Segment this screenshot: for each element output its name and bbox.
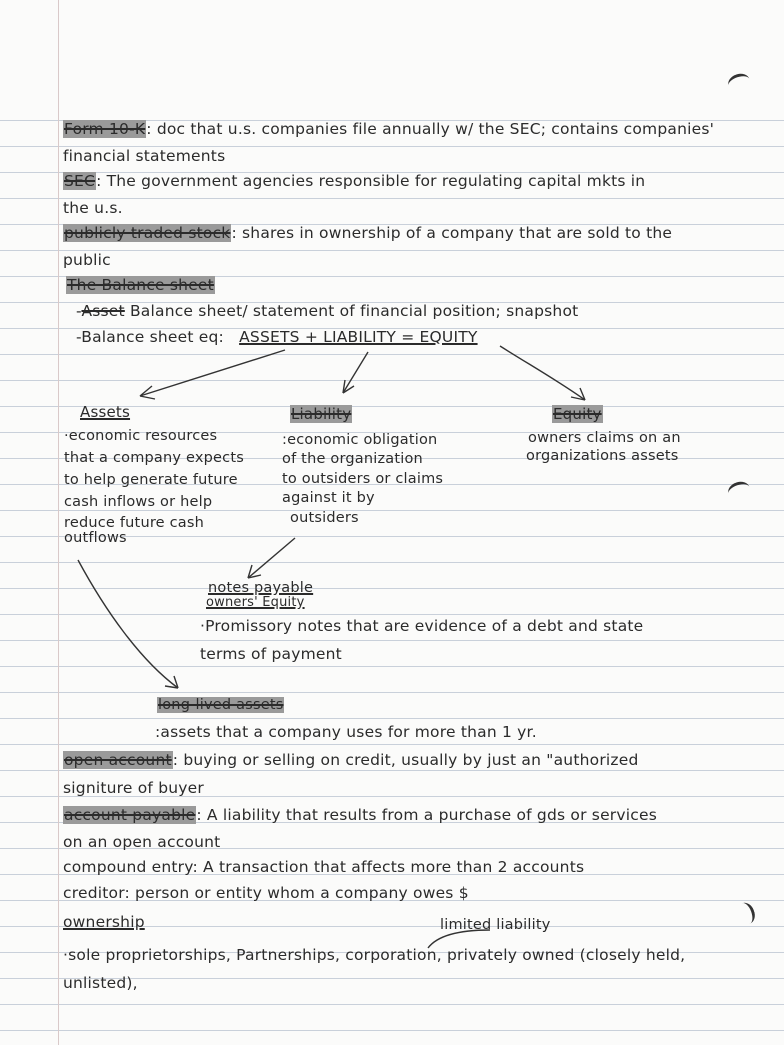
assets-line: reduce future cash [64,515,205,531]
note-line: on an open account [63,833,221,851]
assets-title-text: Assets [80,403,131,421]
equation: ASSETS + LIABILITY = EQUITY [239,328,478,346]
definition-form10k: : doc that u.s. companies file annually w/ the SEC; contains companies' [146,120,715,138]
note-line-compound-entry: compound entry: A transaction that affects more than 2 accounts [63,858,585,876]
note-line: the u.s. [63,199,123,217]
note-line: signiture of buyer [63,779,204,797]
arrow-notes-payable [248,538,295,578]
owners-equity-text: owners' Equity [206,595,305,610]
liability-line: against it by [282,490,375,506]
owners-equity-struck [206,595,305,610]
term-account-payable: account payable [64,806,196,824]
arrow-equity [500,346,585,400]
notes-payable-title [208,580,313,596]
struck-word: Asset [81,302,125,320]
arrow-long-lived [78,560,178,688]
term-publicly-traded-stock: publicly traded stock [64,224,231,242]
liability-line: outsiders [290,510,359,526]
assets-line: outflows [64,530,127,546]
notes-payable-def: ·Promissory notes that are evidence of a debt and state [200,617,644,635]
limited-liability-note: limited liability [440,917,551,933]
liability-line: of the organization [282,451,423,467]
liability-title-text: Liability [291,405,352,423]
note-line: financial statements [63,147,226,165]
note-line-ownership-types: ·sole proprietorships, Partnerships, corporation, privately owned (closely held, [63,946,686,964]
equity-title [552,405,603,423]
ownership-heading [63,913,145,931]
arrow-liability [343,352,368,393]
long-lived-def: :assets that a company uses for more than 1 yr. [155,723,537,741]
assets-line: ·economic resources [64,428,218,444]
liability-title [290,405,352,423]
definition-sec: : The government agencies responsible for regulating capital mkts in [96,172,646,190]
long-lived-title-text: long-lived assets [158,697,284,713]
assets-line: to help generate future [64,472,238,488]
note-line: public [63,251,111,269]
long-lived-title [157,697,284,713]
definition-account-payable: : A liability that results from a purchase of gds or services [196,806,657,824]
liability-line: to outsiders or claims [282,471,444,487]
note-line-creditor: creditor: person or entity whom a company owes $ [63,884,469,902]
dash: - [76,302,82,320]
equity-line: owners claims on an [528,430,681,446]
arrow-assets [140,350,285,396]
term-open-account: open account [64,751,172,769]
heading-text: The Balance sheet [67,276,214,294]
definition-open-account: : buying or selling on credit, usually by just an "authorized [172,751,639,769]
note-line: unlisted), [63,974,138,992]
term-form10k: Form 10-K [64,120,146,138]
equation-label: -Balance sheet eq: [76,328,224,346]
liability-line: :economic obligation [282,432,438,448]
notes-payable-def: terms of payment [200,645,342,663]
note-line-open-account [63,751,639,769]
definition-stock: : shares in ownership of a company that are sold to the [231,224,673,242]
equity-line: organizations assets [526,448,679,464]
balance-sheet-def: Balance sheet/ statement of financial position; snapshot [124,302,579,320]
term-sec: SEC [64,172,96,190]
notes-payable-text: notes payable [208,580,314,596]
assets-line: that a company expects [64,450,244,466]
note-line-account-payable [63,806,657,824]
ownership-text: ownership [63,913,145,931]
equity-title-text: Equity [553,405,602,423]
assets-title [80,403,130,421]
assets-line: cash inflows or help [64,494,213,510]
